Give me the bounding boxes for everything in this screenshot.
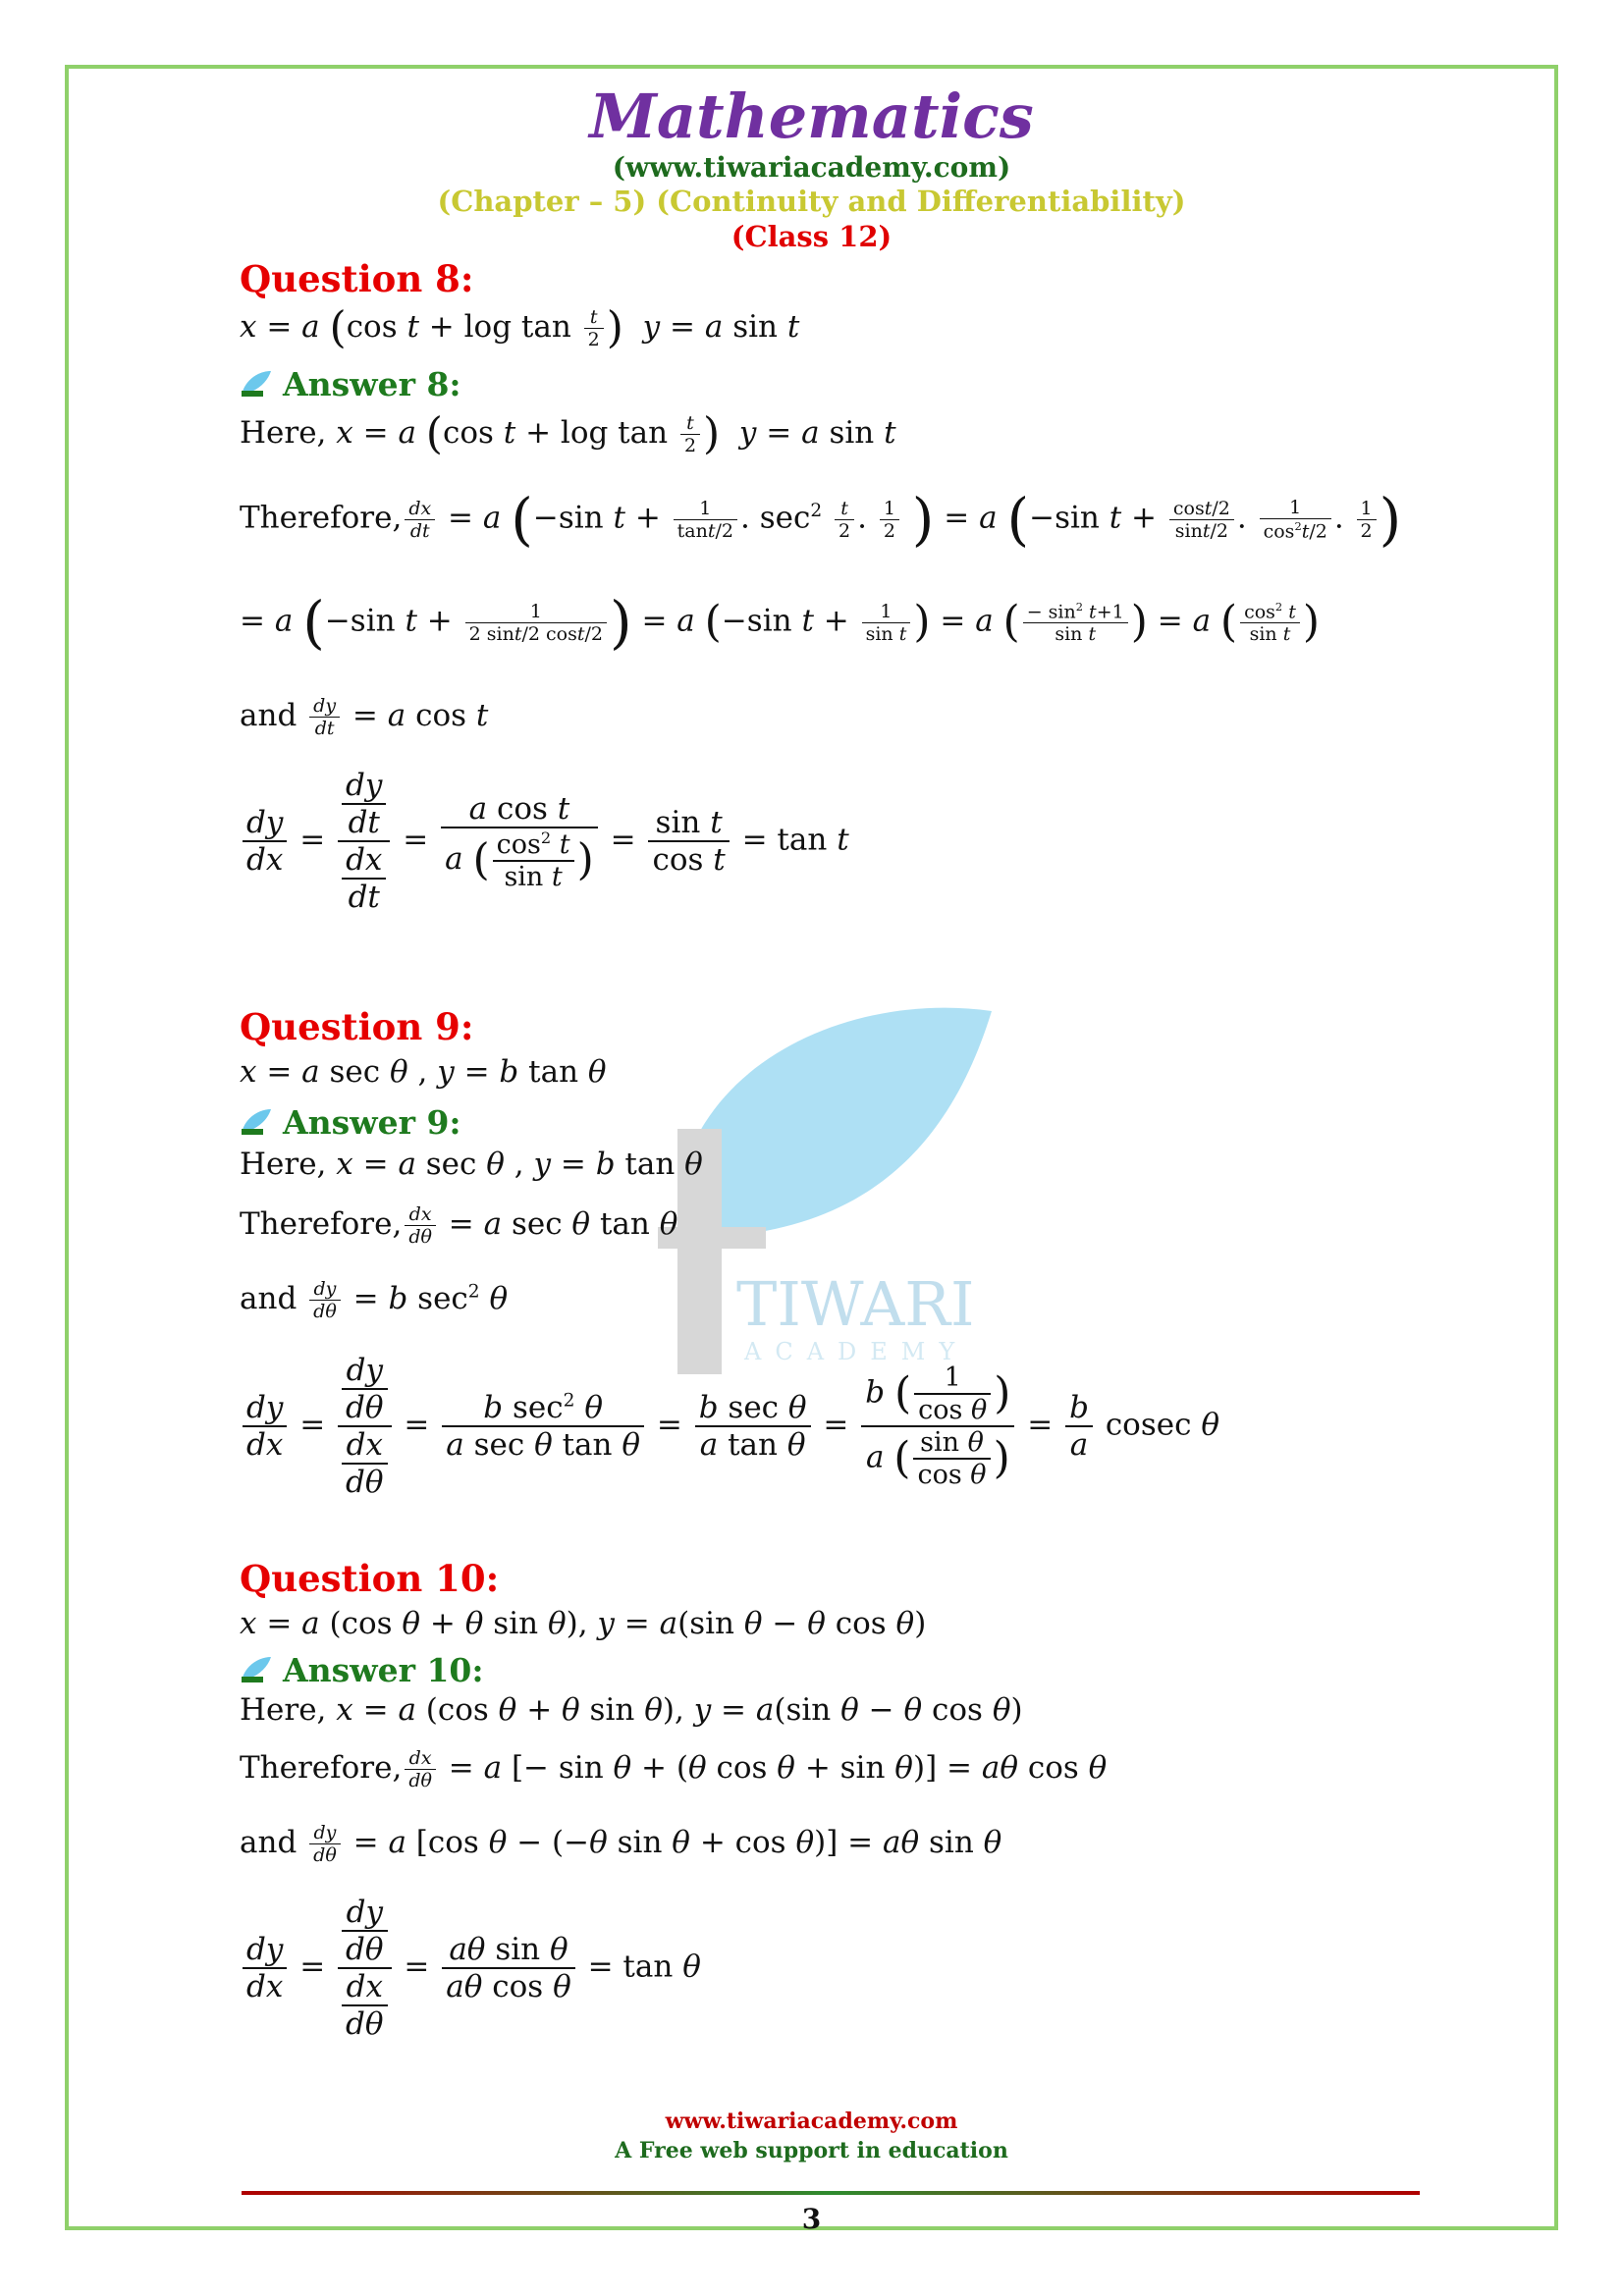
watermark-logo	[658, 982, 1011, 1394]
question-8-label: Question 8:	[240, 257, 474, 300]
page-number: 3	[801, 2203, 822, 2235]
page-title: Mathematics	[589, 80, 1034, 152]
pen-icon	[240, 1655, 273, 1684]
q8-here: Here, x = a (cos t + log tan $\frac{t}{2}$ ) y = a sin t	[240, 408, 896, 459]
answer-10-label: Answer 10:	[240, 1651, 484, 1689]
question-9-label: Question 9:	[240, 1005, 474, 1048]
pen-icon	[240, 369, 273, 399]
q8-dydx: $\frac{dy}{dx}$ = $\frac{\frac{dy}{dt}}{\frac{dx}{dt}}$ = a cos t a ( $\frac{\cos^2 t}{\text{sin t}}$ ) = $\frac{\text{sin t}}{\text{cos t}}$ = tan t	[240, 768, 849, 915]
q8-dxdt: Therefore, $\frac{dx}{dt}$ = a (−sin t + $\frac{1}{\tan t/2}$ . $\sec^2$ $\frac{t}{2}$ . $\frac{1}{2}$ ) = a (−sin t + $\frac{\cos t/2}{\sin t/2}$ . $\frac{1}{\cos^2t/2}$ . $\frac{1}{2}$ )	[240, 486, 1402, 553]
q8-statement: x = a (cos t + log tan $\frac{t}{2}$ ) y = a sin t	[240, 302, 800, 353]
footer-divider	[242, 2191, 1420, 2195]
q10-statement: x = a (cos θ + θ sin θ), y = a(sin θ − θ cos θ)	[240, 1606, 927, 1641]
watermark-brand: TIWARI	[736, 1268, 975, 1340]
answer-9-label: Answer 9:	[240, 1103, 461, 1142]
q9-dxdtheta: Therefore, $\frac{dx}{d\theta}$ = a sec θ tan θ	[240, 1203, 678, 1248]
footer-tagline: A Free web support in education	[615, 2138, 1008, 2163]
q10-here: Here, x = a (cos θ + θ sin θ), y = a(sin θ − θ cos θ)	[240, 1692, 1023, 1728]
q10-dydtheta: and $\frac{dy}{d\theta}$ = a [cos θ − (−θ sin θ + cos θ)] = aθ sin θ	[240, 1822, 1002, 1866]
pen-icon	[240, 1107, 273, 1137]
q9-dydtheta: and $\frac{dy}{d\theta}$ = b $\sec^2 \theta$	[240, 1278, 509, 1322]
q9-here: Here, x = a sec θ , y = b tan θ	[240, 1147, 703, 1182]
q9-dydx: $\frac{dy}{dx}$ = $\frac{\frac{dy}{d\theta}}{\frac{dx}{d\theta}}$ = $\frac{b \sec^2 \theta}{\text{a sec θ tan θ}}$ = $\frac{\text{b sec θ}}{\text{a tan θ}}$ = b ( $\frac{1}{\text{cos θ}}$ ) a ( $\frac{\text{sin θ}}{\text{cos θ}}$ ) = $\frac{b}{a}$ cosec θ	[240, 1353, 1219, 1500]
q10-dxdtheta: Therefore, $\frac{dx}{d\theta}$ = a [− sin θ + (θ cos θ + sin θ)] = aθ cos θ	[240, 1747, 1108, 1791]
q10-dydx: $\frac{dy}{dx}$ = $\frac{\frac{dy}{d\theta}}{\frac{dx}{d\theta}}$ = $\frac{\text{aθ sin θ}}{\text{aθ cos θ}}$ = tan θ	[240, 1895, 701, 2042]
footer-site: www.tiwariacademy.com	[665, 2109, 958, 2134]
header-class: (Class 12)	[730, 220, 893, 253]
watermark-sub: ACADEMY	[744, 1338, 969, 1365]
answer-8-label: Answer 8:	[240, 365, 461, 403]
leaf-icon	[677, 1008, 992, 1237]
question-10-label: Question 10:	[240, 1557, 500, 1600]
q8-dxdt-simplify: = a (−sin t + $\frac{1}{2 \sin t/2 \cos t/2}$ ) = a (−sin t + $\frac{1}{\text{sin t}}$ ) = a ( $\frac{- \sin^2 t+1}{\text{sin t}}$ ) = a ( $\frac{\cos^2 t}{\text{sin t}}$ )	[240, 589, 1321, 656]
header-site: (www.tiwariacademy.com)	[612, 151, 1011, 184]
q8-dydt: and $\frac{dy}{dt}$ = a cos t	[240, 695, 489, 739]
q9-statement: x = a sec θ , y = b tan θ	[240, 1054, 607, 1090]
header-chapter: (Chapter – 5) (Continuity and Differentiability)	[437, 185, 1186, 218]
